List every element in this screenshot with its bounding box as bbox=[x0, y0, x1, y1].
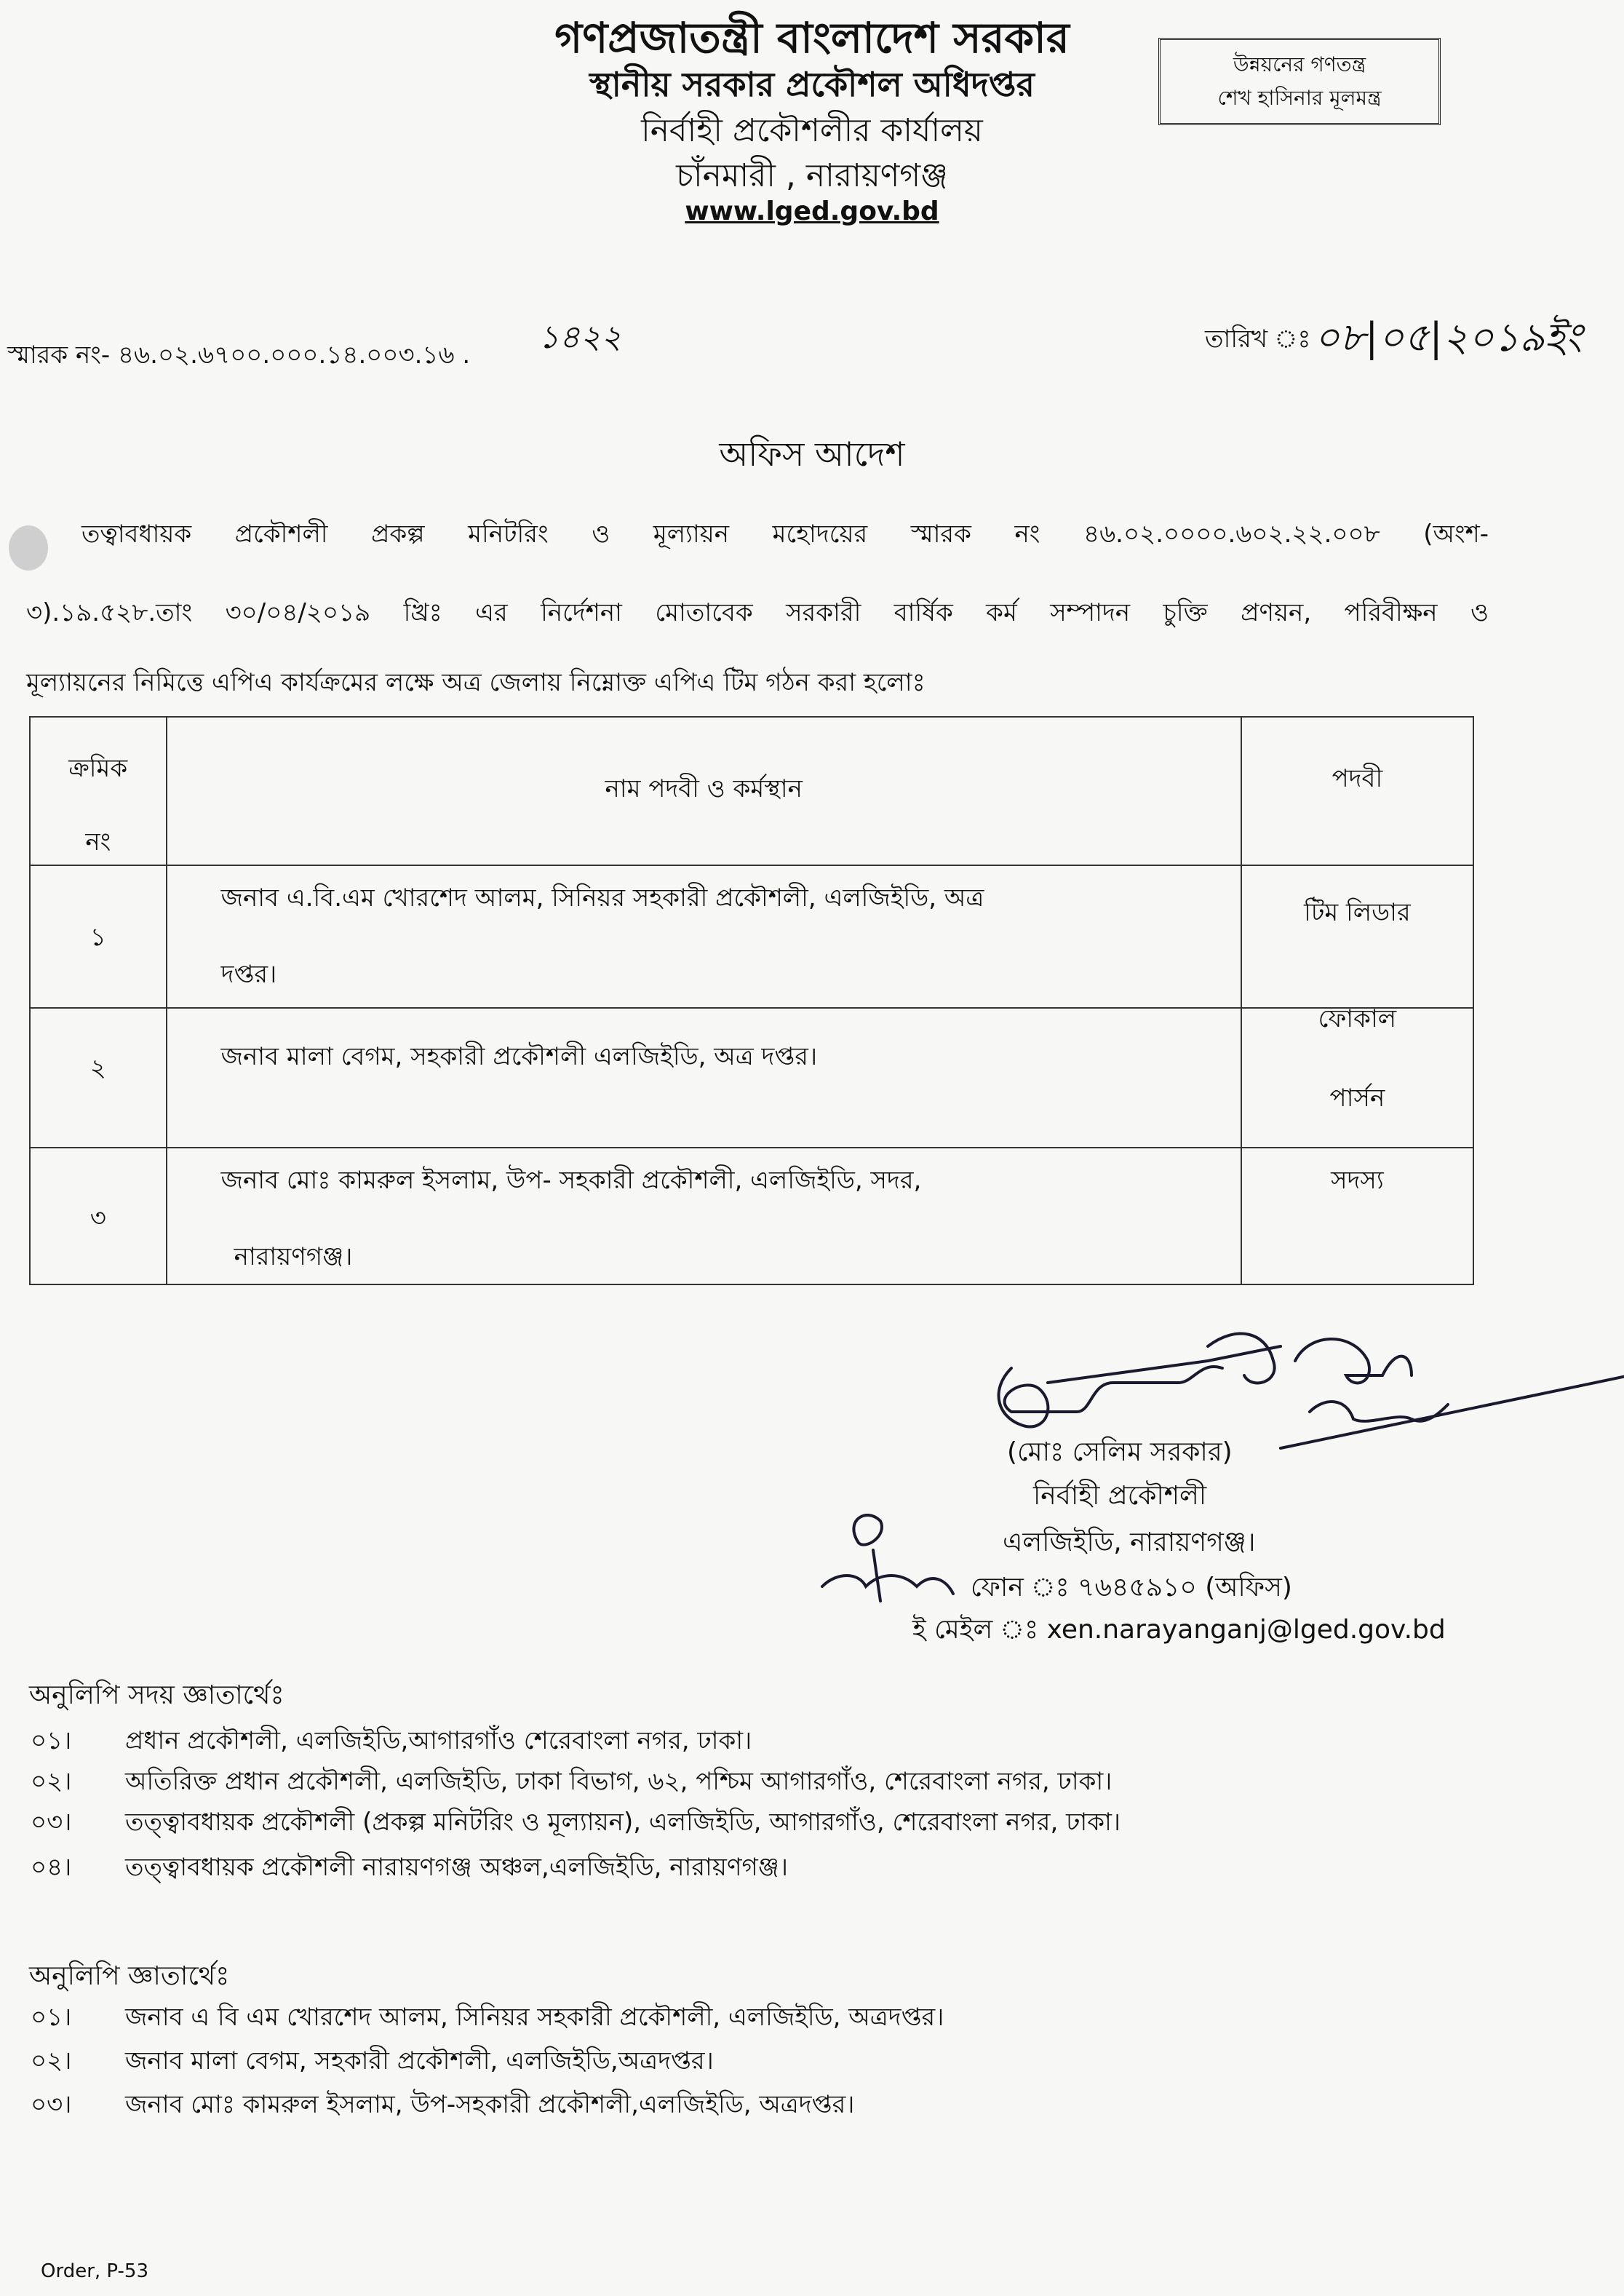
list-item-text: জনাব মালা বেগম, সহকারী প্রকৌশলী, এলজিইডি,অত্রদপ্তর। bbox=[125, 2046, 714, 2075]
ink-smudge bbox=[9, 525, 48, 571]
motto-box bbox=[1158, 38, 1441, 125]
header-name-text: নাম পদবী ও কর্মস্থান bbox=[605, 774, 803, 803]
letterhead-location: চাঁনমারী , নারায়ণগঞ্জ bbox=[676, 157, 948, 194]
signatory-designation: নির্বাহী প্রকৌশলী bbox=[1033, 1481, 1207, 1511]
list-item-number: ০২। bbox=[31, 2046, 72, 2075]
list-item-text: জনাব এ বি এম খোরশেদ আলম, সিনিয়র সহকারী প্রকৌশলী, এলজিইডি, অত্রদপ্তর। bbox=[125, 2003, 944, 2032]
row-3-role-text: সদস্য bbox=[1331, 1166, 1384, 1195]
header-serial-line-1: ক্রমিক bbox=[68, 754, 128, 783]
row-1-name-line-2: দপ্তর। bbox=[220, 960, 277, 989]
list-item-text: অতিরিক্ত প্রধান প্রকৌশলী, এলজিইডি, ঢাকা বিভাগ, ৬২, পশ্চিম আগারগাঁও, শেরেবাংলা নগর, ঢাকা। bbox=[125, 1767, 1112, 1796]
row-2-role bbox=[1241, 1004, 1473, 1148]
body-line-2: ৩).১৯.৫২৮.তাং ৩০/০৪/২০১৯ খ্রিঃ এর নির্দেশনা মোতাবেক সরকারী বার্ষিক কর্ম সম্পাদন চুক্তি প্রণয়ন, পরিবীক্ষন ও bbox=[26, 598, 1489, 627]
row-2-name bbox=[167, 1008, 1241, 1148]
header-role-text: পদবী bbox=[1332, 764, 1383, 793]
table-row bbox=[30, 1008, 1473, 1148]
row-3-serial bbox=[30, 1148, 167, 1284]
signatory-phone: ফোন ঃ ৭৬৪৫৯১০ (অফিস) bbox=[971, 1573, 1292, 1602]
row-2-role-line-2: পার্সন bbox=[1329, 1084, 1385, 1113]
date-label: তারিখ ঃ bbox=[1205, 325, 1311, 354]
copies-action-heading: অনুলিপি সদয় জ্ঞাতার্থেঃ bbox=[29, 1680, 284, 1710]
row-1-serial bbox=[30, 865, 167, 1008]
list-item-text: তত্ত্বাবধায়ক প্রকৌশলী নারায়ণগঞ্জ অঞ্চল,এলজিইডি, নারায়ণগঞ্জ। bbox=[125, 1853, 788, 1882]
motto-line-2: শেখ হাসিনার মূলমন্ত্র bbox=[1217, 86, 1382, 110]
header-serial-line-2: নং bbox=[85, 827, 111, 857]
row-3-name-line-2: নারায়ণগঞ্জ। bbox=[234, 1242, 353, 1271]
letterhead-website: www.lged.gov.bd bbox=[685, 196, 939, 226]
list-item-number: ০৩। bbox=[31, 2090, 72, 2119]
header-name bbox=[167, 717, 1241, 865]
list-item-number: ০১। bbox=[31, 1726, 72, 1755]
footer-form-code: Order, P-53 bbox=[41, 2260, 148, 2282]
row-3-name-line-1: জনাব মোঃ কামরুল ইসলাম, উপ- সহকারী প্রকৌশলী, এলজিইডি, সদর, bbox=[220, 1166, 922, 1195]
list-item bbox=[31, 1763, 1112, 1804]
motto-line-1: উন্নয়নের গণতন্ত্র bbox=[1233, 52, 1366, 76]
list-item bbox=[31, 2042, 714, 2084]
row-1-serial-text: ১ bbox=[89, 923, 106, 952]
letterhead-government: গণপ্রজাতন্ত্রী বাংলাদেশ সরকার bbox=[554, 13, 1070, 63]
memo-handwritten-number: ১৪২২ bbox=[538, 319, 622, 356]
table-row bbox=[30, 1148, 1473, 1284]
letterhead-department: স্থানীয় সরকার প্রকৌশল অধিদপ্তর bbox=[589, 65, 1035, 104]
body-line-1: তত্বাবধায়ক প্রকৌশলী প্রকল্প মনিটরিং ও মূল্যায়ন মহোদয়ের স্মারক নং ৪৬.০২.০০০০.৬০২.২২.০০৮ (অংশ- bbox=[81, 520, 1489, 549]
signatory-office: এলজিইডি, নারায়ণগঞ্জ। bbox=[1003, 1528, 1256, 1557]
row-1-name-line-1: জনাব এ.বি.এম খোরশেদ আলম, সিনিয়র সহকারী প্রকৌশলী, এলজিইডি, অত্র bbox=[220, 883, 984, 913]
row-3-serial-text: ৩ bbox=[89, 1204, 106, 1233]
table-row bbox=[30, 865, 1473, 1008]
signatory-email: ই মেইল ঃ xen.narayanganj@lged.gov.bd bbox=[912, 1615, 1446, 1645]
date-handwritten: ০৮|০৫|২০১৯ইং bbox=[1314, 314, 1583, 360]
document-title: অফিস আদেশ bbox=[719, 434, 905, 474]
list-item-number: ০২। bbox=[31, 1767, 72, 1796]
row-2-serial-text: ২ bbox=[89, 1054, 106, 1083]
list-item bbox=[31, 2086, 854, 2127]
signatory-name: (মোঃ সেলিম সরকার) bbox=[1007, 1437, 1233, 1467]
list-item bbox=[31, 1848, 788, 1890]
body-line-3: মূল্যায়নের নিমিত্তে এপিএ কার্যক্রমের লক্ষে অত্র জেলায় নিম্নোক্ত এপিএ টিম গঠন করা হলোঃ bbox=[26, 668, 926, 697]
list-item-text: প্রধান প্রকৌশলী, এলজিইডি,আগারগাঁও শেরেবাংলা নগর, ঢাকা। bbox=[125, 1726, 752, 1755]
row-1-role bbox=[1241, 865, 1473, 1008]
list-item-text: তত্ত্বাবধায়ক প্রকৌশলী (প্রকল্প মনিটরিং ও মূল্যায়ন), এলজিইডি, আগারগাঁও, শেরেবাংলা নগর, ঢাকা। bbox=[125, 1808, 1121, 1837]
list-item bbox=[31, 1998, 944, 2040]
list-item-number: ০৩। bbox=[31, 1808, 72, 1837]
header-role bbox=[1241, 717, 1473, 865]
list-item bbox=[31, 1803, 1121, 1845]
row-1-role-text: টিম লিডার bbox=[1304, 898, 1411, 927]
letterhead-office: নির্বাহী প্রকৌশলীর কার্যালয় bbox=[641, 112, 983, 149]
team-table bbox=[29, 716, 1474, 1285]
list-item-number: ০১। bbox=[31, 2003, 72, 2032]
list-item bbox=[31, 1722, 752, 1763]
memo-number: স্মারক নং- ৪৬.০২.৬৭০০.০০০.১৪.০০৩.১৬ . bbox=[7, 341, 471, 370]
row-3-name bbox=[167, 1148, 1241, 1284]
header-serial bbox=[30, 717, 167, 865]
table-header-row bbox=[30, 717, 1473, 865]
copies-info-heading: অনুলিপি জ্ঞাতার্থেঃ bbox=[29, 1961, 230, 1991]
row-2-serial bbox=[30, 1008, 167, 1148]
row-3-role bbox=[1241, 1148, 1473, 1284]
list-item-number: ০৪। bbox=[31, 1853, 72, 1882]
list-item-text: জনাব মোঃ কামরুল ইসলাম, উপ-সহকারী প্রকৌশলী,এলজিইডি, অত্রদপ্তর। bbox=[125, 2090, 855, 2119]
row-2-name-line-1: জনাব মালা বেগম, সহকারী প্রকৌশলী এলজিইডি, অত্র দপ্তর। bbox=[220, 1042, 818, 1071]
row-2-role-line-1: ফোকাল bbox=[1318, 1004, 1397, 1033]
row-1-name bbox=[167, 865, 1241, 1008]
